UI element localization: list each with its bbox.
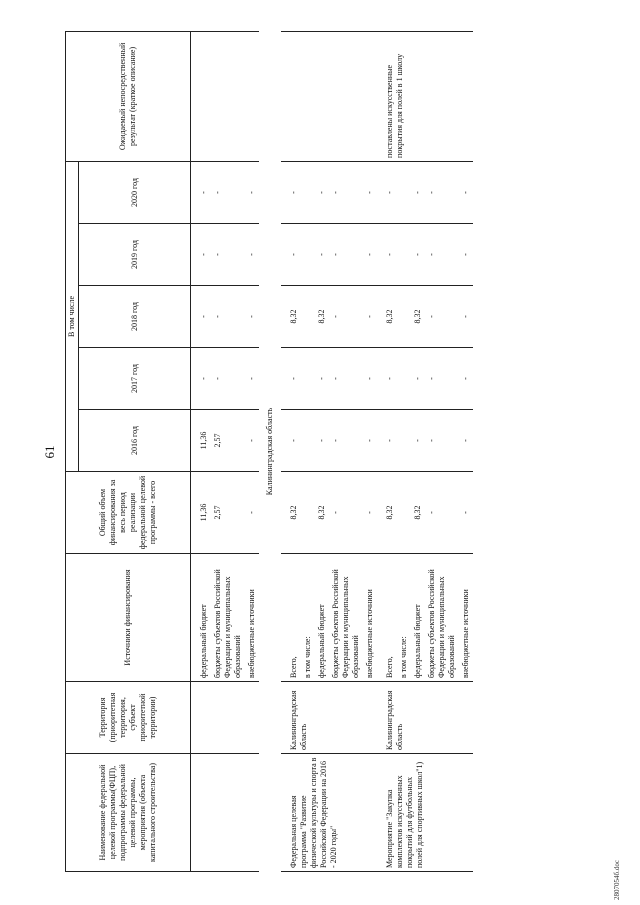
funding-source-cell: бюджеты субъектов Российской Федерации и муниципальных образований <box>329 554 363 682</box>
program-name-cell: Мероприятие "Закупка комплектов искусственных покрытий для футбольных полей для спортивных школ"1) <box>377 754 473 872</box>
funding-source-cell: федеральный бюджет <box>191 554 212 682</box>
amount-cell-y2020: - <box>315 161 329 223</box>
amount-cell-y2019: - <box>191 224 212 286</box>
amount-cell-y2017 <box>397 348 411 410</box>
amount-cell-total: 8,32 <box>281 472 301 554</box>
amount-cell-y2018: 8,32 <box>281 286 301 348</box>
amount-cell-y2019: - <box>363 224 377 286</box>
amount-cell-y2016: - <box>363 410 377 472</box>
amount-cell-y2018: 8,32 <box>377 286 397 348</box>
amount-cell-y2017: - <box>281 348 301 410</box>
amount-cell-y2020: - <box>281 161 301 223</box>
amount-cell-y2018: - <box>329 286 363 348</box>
header-including: В том числе <box>66 161 79 471</box>
expected-result-cell: поставлены искусственные покрытия для полей в 1 школу <box>377 31 473 161</box>
amount-cell-y2016: 2,57 <box>211 410 245 472</box>
amount-cell-total: - <box>329 472 363 554</box>
amount-cell-y2018: - <box>363 286 377 348</box>
amount-cell-total: 2,57 <box>211 472 245 554</box>
funding-source-cell: внебюджетные источники <box>459 554 473 682</box>
amount-cell-total: 8,32 <box>377 472 397 554</box>
amount-cell-y2019: - <box>315 224 329 286</box>
funding-source-cell: федеральный бюджет <box>315 554 329 682</box>
amount-cell-y2017: - <box>211 348 245 410</box>
region-title: Калининградская область <box>265 407 274 496</box>
amount-cell-total: - <box>363 472 377 554</box>
amount-cell-y2017: - <box>377 348 397 410</box>
amount-cell-y2019: - <box>329 224 363 286</box>
program-name-cell: Федеральная целевая программа "Развитие физической культуры и спорта в Российской Федерации на 2016 - 2020 годы" <box>281 754 377 872</box>
amount-cell-total: 8,32 <box>315 472 329 554</box>
amount-cell-y2017: - <box>245 348 259 410</box>
amount-cell-y2018: 8,32 <box>315 286 329 348</box>
amount-cell-y2020: - <box>459 161 473 223</box>
funding-source-cell: Всего, <box>377 554 397 682</box>
amount-cell-y2018 <box>397 286 411 348</box>
header-year-2016: 2016 год <box>79 410 191 472</box>
amount-cell-y2020: - <box>211 161 245 223</box>
amount-cell-y2019: - <box>425 224 459 286</box>
amount-cell-y2017: - <box>329 348 363 410</box>
amount-cell-y2018: - <box>191 286 212 348</box>
amount-cell-y2017: - <box>191 348 212 410</box>
table-row <box>377 31 397 871</box>
amount-cell-total: - <box>425 472 459 554</box>
funding-source-cell: федеральный бюджет <box>411 554 425 682</box>
header-year-2020: 2020 год <box>79 161 191 223</box>
region-row <box>259 31 281 871</box>
program-name-cell <box>191 754 260 872</box>
amount-cell-y2019: - <box>281 224 301 286</box>
header-year-2017: 2017 год <box>79 348 191 410</box>
amount-cell-y2019: - <box>459 224 473 286</box>
expected-result-cell <box>191 31 260 161</box>
amount-cell-y2016 <box>397 410 411 472</box>
amount-cell-y2016: - <box>459 410 473 472</box>
amount-cell-y2019: - <box>211 224 245 286</box>
header-program-name: Наименование федеральной целевой программы(ФЦП), подпрограммы федеральной целевой программы, мероприятия (объекта капитального строительства) <box>66 754 191 872</box>
territory-cell <box>191 682 260 754</box>
funding-source-cell: Всего, <box>281 554 301 682</box>
amount-cell-y2017: - <box>459 348 473 410</box>
amount-cell-y2018: - <box>459 286 473 348</box>
funding-source-cell: внебюджетные источники <box>245 554 259 682</box>
amount-cell-y2017 <box>301 348 315 410</box>
amount-cell-total: - <box>245 472 259 554</box>
page-number: 61 <box>42 445 57 459</box>
financing-table-rotated <box>65 32 605 872</box>
amount-cell-y2016: - <box>281 410 301 472</box>
amount-cell-y2020: - <box>363 161 377 223</box>
table-header <box>66 31 191 871</box>
header-year-2018: 2018 год <box>79 286 191 348</box>
amount-cell-y2018: - <box>211 286 245 348</box>
amount-cell-y2017: - <box>425 348 459 410</box>
footer-document-code: 2807054б.doc <box>613 860 621 900</box>
amount-cell-y2018 <box>301 286 315 348</box>
amount-cell-y2016: - <box>377 410 397 472</box>
header-year-2019: 2019 год <box>79 224 191 286</box>
amount-cell-y2019 <box>301 224 315 286</box>
amount-cell-y2019: - <box>411 224 425 286</box>
amount-cell-y2017: - <box>363 348 377 410</box>
territory-cell: Калининградская область <box>281 682 377 754</box>
amount-cell-y2016: 11,36 <box>191 410 212 472</box>
amount-cell-y2016 <box>301 410 315 472</box>
amount-cell-y2020: - <box>191 161 212 223</box>
amount-cell-total: 8,32 <box>411 472 425 554</box>
territory-cell: Калининградская область <box>377 682 473 754</box>
header-total: Общий объем финансирования за весь период реализации федеральной целевой программы - всего <box>66 472 191 554</box>
financing-table <box>65 31 473 872</box>
amount-cell-y2016: - <box>315 410 329 472</box>
funding-source-cell: бюджеты субъектов Российской Федерации и муниципальных образований <box>425 554 459 682</box>
amount-cell-total <box>301 472 315 554</box>
header-sources: Источники финансирования <box>66 554 191 682</box>
amount-cell-y2019: - <box>377 224 397 286</box>
amount-cell-total <box>397 472 411 554</box>
header-territory: Территория (приоритетная территория, субъект приоритетной территории) <box>66 682 191 754</box>
amount-cell-y2016: - <box>411 410 425 472</box>
table-row <box>281 31 301 871</box>
amount-cell-total: - <box>459 472 473 554</box>
table-body <box>191 31 474 871</box>
amount-cell-y2016: - <box>245 410 259 472</box>
amount-cell-y2017: - <box>315 348 329 410</box>
amount-cell-y2020: - <box>329 161 363 223</box>
amount-cell-y2020 <box>301 161 315 223</box>
amount-cell-y2020 <box>397 161 411 223</box>
funding-source-cell: бюджеты субъектов Российской Федерации и муниципальных образований <box>211 554 245 682</box>
amount-cell-y2019 <box>397 224 411 286</box>
header-expected-result: Ожидаемый непосредственный результат (краткое описание) <box>66 31 191 161</box>
amount-cell-y2020: - <box>245 161 259 223</box>
funding-source-cell: в том числе: <box>301 554 315 682</box>
amount-cell-y2020: - <box>377 161 397 223</box>
amount-cell-y2018: - <box>245 286 259 348</box>
amount-cell-y2017: - <box>411 348 425 410</box>
amount-cell-y2016: - <box>329 410 363 472</box>
funding-source-cell: внебюджетные источники <box>363 554 377 682</box>
amount-cell-total: 11,36 <box>191 472 212 554</box>
expected-result-cell <box>281 31 377 161</box>
amount-cell-y2020: - <box>411 161 425 223</box>
funding-source-cell: в том числе: <box>397 554 411 682</box>
amount-cell-y2019: - <box>245 224 259 286</box>
amount-cell-y2018: 8,32 <box>411 286 425 348</box>
amount-cell-y2020: - <box>425 161 459 223</box>
table-row <box>191 31 212 871</box>
amount-cell-y2018: - <box>425 286 459 348</box>
amount-cell-y2016: - <box>425 410 459 472</box>
